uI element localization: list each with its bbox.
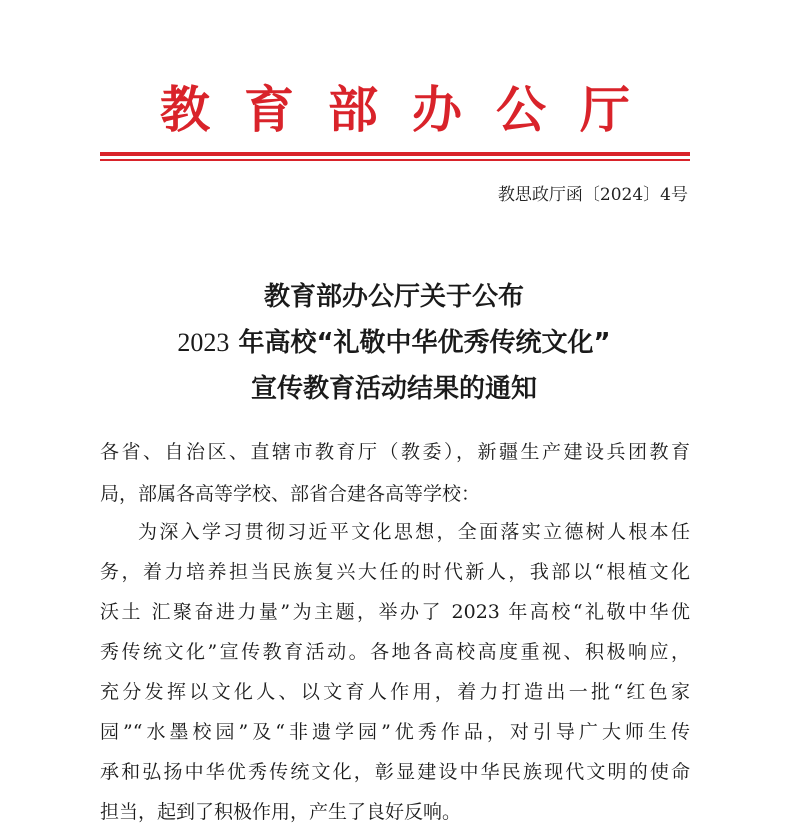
paragraph-line-1: 为深入学习贯彻习近平文化思想，全面落实立德树人根本任 <box>138 521 690 543</box>
paragraph-line-6: 园”“水墨校园”及“非遗学园”优秀作品，对引导广大师生传 <box>100 721 690 743</box>
paragraph-line-7: 承和弘扬中华优秀传统文化，彰显建设中华民族现代文明的使命 <box>100 761 690 783</box>
title-line-2-text: 年高校“礼敬中华优秀传统文化” <box>238 328 611 358</box>
document-number: 教思政厅函〔2024〕4号 <box>497 185 688 205</box>
addressee-line-2: 局，部属各高等学校、部省合建各高等学校： <box>100 483 481 505</box>
title-line-1: 教育部办公厅关于公布 <box>263 282 524 312</box>
masthead-title: 教育部办公厅 <box>160 80 664 139</box>
paragraph-line-2: 务，着力培养担当民族复兴大任的时代新人，我部以“根植文化 <box>100 561 690 583</box>
addressee-line-1: 各省、自治区、直辖市教育厅（教委），新疆生产建设兵团教育 <box>100 441 690 463</box>
title-line-2 <box>60 320 728 366</box>
title-line-3: 宣传教育活动结果的通知 <box>250 374 537 404</box>
red-header-rule-thick <box>100 152 690 156</box>
red-header-rule-thin <box>100 159 690 161</box>
title-year: 2023 <box>177 328 230 357</box>
paragraph-line-5: 充分发挥以文化人、以文育人作用，着力打造出一批“红色家 <box>100 681 690 703</box>
paragraph-line-3: 沃土 汇聚奋进力量”为主题，举办了 2023 年高校“礼敬中华优 <box>100 601 690 623</box>
paragraph-line-4: 秀传统文化”宣传教育活动。各地各高校高度重视、积极响应， <box>100 641 690 663</box>
paragraph-line-8: 担当，起到了积极作用，产生了良好反响。 <box>100 801 462 823</box>
